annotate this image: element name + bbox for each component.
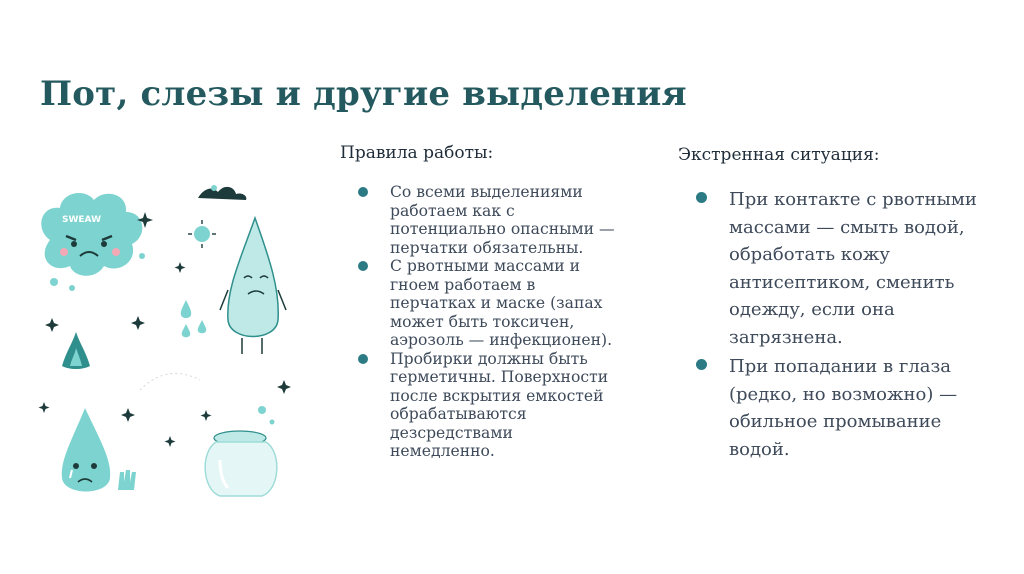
cloud-label: SWEAW bbox=[62, 215, 102, 225]
bullet-icon bbox=[358, 187, 368, 197]
list-item: При попадании в глаза (редко, но возможно) — обильное промывание водой. bbox=[696, 353, 996, 463]
hands-icon bbox=[118, 470, 136, 490]
emergency-list bbox=[696, 186, 996, 465]
splash-small-icon bbox=[62, 332, 90, 369]
sun-icon bbox=[188, 220, 216, 248]
sweat-cloud-icon bbox=[41, 193, 145, 291]
bullet-icon bbox=[358, 354, 368, 364]
bullet-icon bbox=[696, 192, 707, 203]
list-item: При контакте с рвотными массами — смыть водой, обработать кожу антисептиком, сменить одежду, если она загрязнена. bbox=[696, 186, 996, 351]
emergency-heading: Экстренная ситуация: bbox=[678, 145, 880, 165]
jar-icon bbox=[205, 406, 277, 496]
bullet-icon bbox=[358, 261, 368, 271]
rules-heading: Правила работы: bbox=[340, 143, 494, 163]
bullet-icon bbox=[696, 359, 707, 370]
list-item: Пробирки должны быть герметичны. Поверхности после вскрытия емкостей обрабатываются дезсредствами немедленно. bbox=[358, 350, 620, 461]
tear-drop-icon bbox=[62, 408, 110, 492]
list-item: С рвотными массами и гноем работаем в перчатках и маске (запах может быть токсичен, аэрозоль — инфекционен). bbox=[358, 257, 620, 350]
rules-list bbox=[358, 183, 620, 461]
water-drop-character-icon bbox=[220, 218, 286, 354]
page-title: Пот, слезы и другие выделения bbox=[40, 74, 687, 114]
splash-icon bbox=[198, 185, 246, 200]
illustration bbox=[30, 170, 330, 510]
list-item: Со всеми выделениями работаем как с потенциально опасными — перчатки обязательны. bbox=[358, 183, 620, 257]
small-drops bbox=[181, 300, 207, 337]
